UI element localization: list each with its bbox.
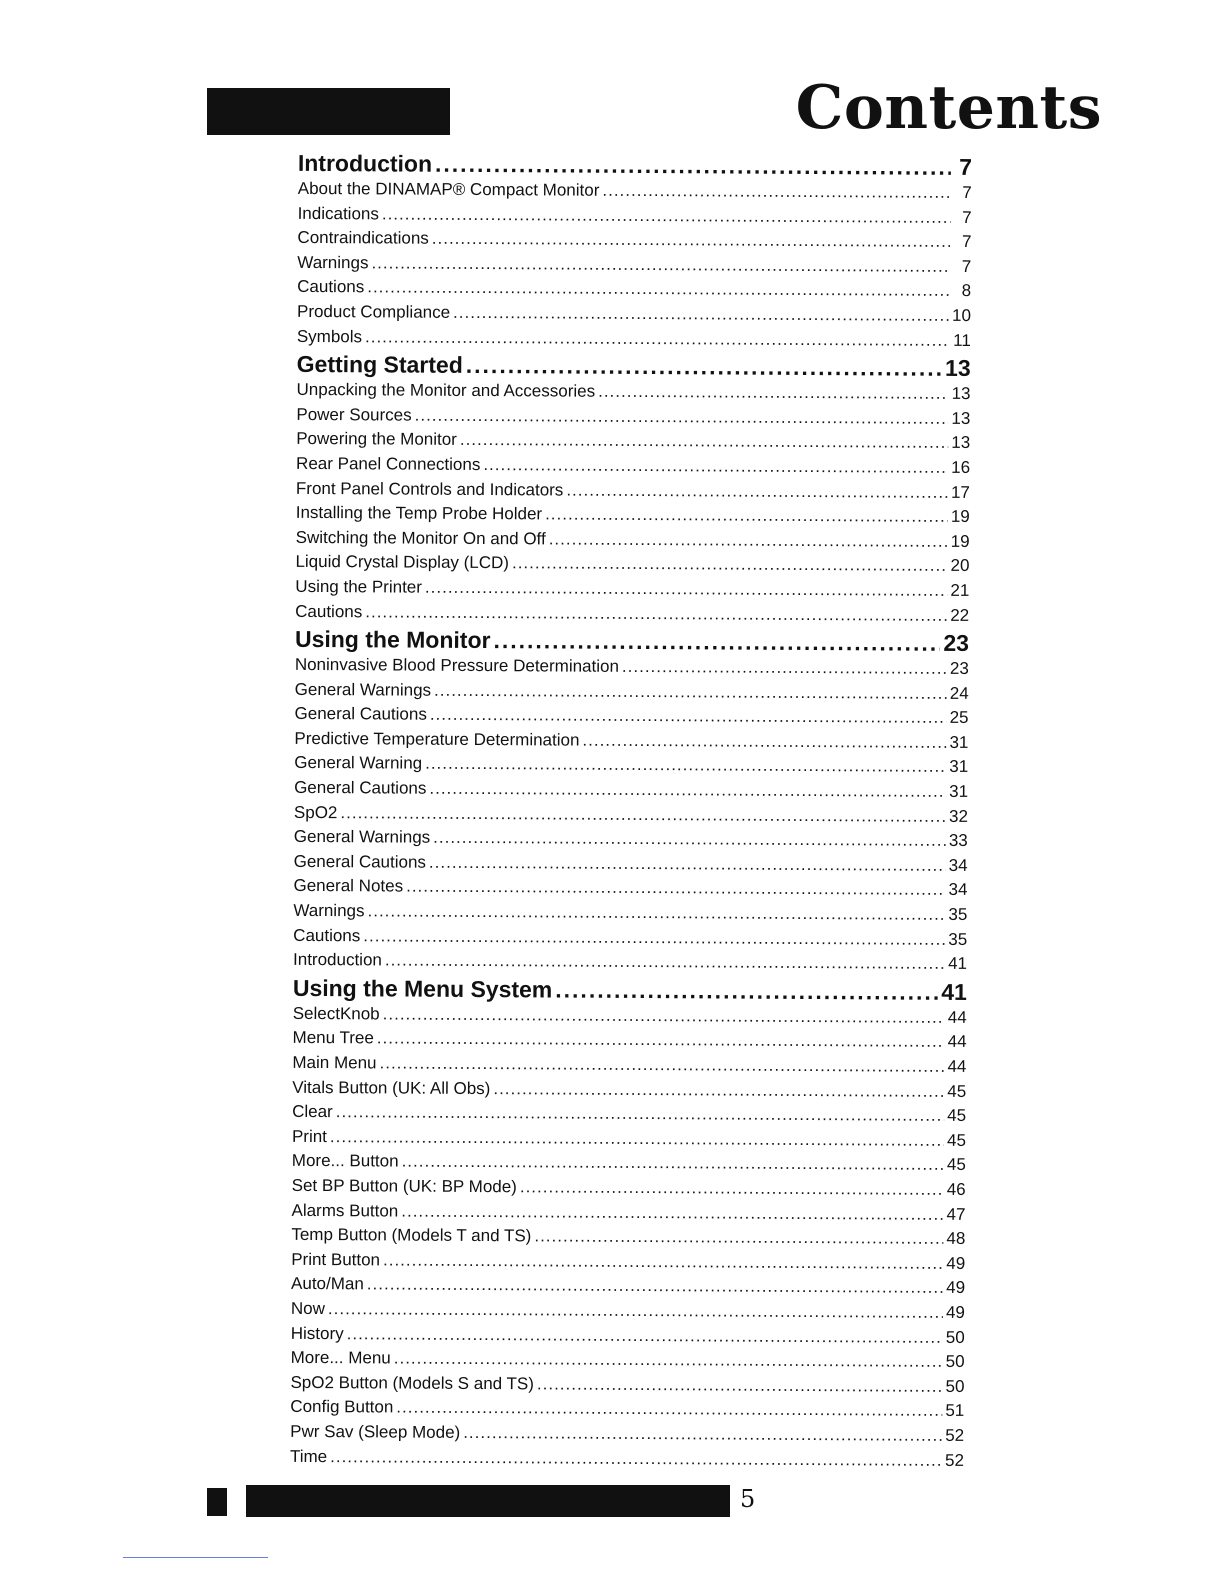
- toc-leader-dots: [383, 1002, 945, 1030]
- page-number: 5: [740, 1485, 756, 1513]
- toc-label: Liquid Crystal Display (LCD): [295, 552, 510, 573]
- toc-label: General Cautions: [294, 704, 427, 724]
- page-title: Contents: [795, 73, 1102, 143]
- toc-label: Menu Tree: [292, 1028, 374, 1048]
- toc-page-number: 44: [947, 1032, 967, 1052]
- toc-page-number: 31: [949, 732, 969, 752]
- toc-label: Rear Panel Connections: [296, 453, 481, 474]
- toc-page-number: 16: [951, 457, 971, 477]
- toc-page-number: 35: [948, 904, 968, 925]
- footer-black-bar: [246, 1485, 730, 1517]
- toc-page-number: 44: [947, 1007, 967, 1027]
- toc-leader-dots: [367, 899, 945, 927]
- toc-entry: [293, 948, 967, 977]
- toc-page-number: 19: [950, 531, 970, 551]
- toc-page-number: 13: [951, 408, 971, 428]
- toc-page-number: 10: [952, 305, 972, 325]
- toc-label: Product Compliance: [296, 301, 451, 322]
- toc-page-number: 7: [959, 153, 972, 180]
- toc-label: Alarms Button: [291, 1200, 399, 1221]
- toc-section: [293, 974, 967, 1006]
- toc-leader-dots: [549, 527, 948, 554]
- toc-entry: [297, 324, 971, 353]
- toc-label: Pwr Sav (Sleep Mode): [290, 1421, 461, 1442]
- toc-page-number: 49: [946, 1278, 966, 1298]
- toc-page-number: 24: [949, 683, 969, 703]
- toc-leader-dots: [340, 801, 946, 829]
- toc-page-number: 49: [946, 1253, 966, 1273]
- toc-page-number: 7: [961, 256, 972, 276]
- toc-label: More... Menu: [290, 1347, 391, 1368]
- toc-leader-dots: [394, 1347, 943, 1375]
- toc-label: General Cautions: [293, 851, 427, 872]
- toc-leader-dots: [396, 1396, 942, 1424]
- toc-label: History: [290, 1323, 344, 1343]
- toc-leader-dots: [433, 826, 946, 854]
- toc-label: SpO2 Button (Models S and TS): [290, 1372, 535, 1394]
- toc-leader-dots: [555, 975, 938, 1005]
- toc-entry: [291, 1321, 965, 1350]
- toc-label: General Warning: [294, 753, 423, 774]
- toc-label: Unpacking the Monitor and Accessories: [296, 380, 596, 401]
- toc-label: Time: [289, 1446, 328, 1466]
- footer-black-square: [207, 1488, 227, 1516]
- toc-page-number: 31: [949, 781, 969, 802]
- toc-label: General Warnings: [293, 827, 431, 847]
- toc-page-number: 13: [951, 384, 971, 404]
- toc-section: [295, 625, 969, 657]
- toc-leader-dots: [377, 1027, 945, 1055]
- toc-section: [298, 149, 972, 181]
- toc-page-number: 34: [948, 855, 968, 875]
- toc-leader-dots: [566, 478, 948, 505]
- toc-leader-dots: [622, 655, 947, 682]
- toc-leader-dots: [383, 1248, 943, 1276]
- toc-leader-dots: [367, 276, 950, 304]
- toc-leader-dots: [545, 503, 948, 530]
- bottom-rule: [123, 1557, 268, 1558]
- toc-entry: [290, 1444, 964, 1473]
- table-of-contents: [290, 148, 972, 1473]
- toc-page-number: 25: [949, 708, 969, 728]
- toc-leader-dots: [598, 380, 949, 407]
- toc-label: Symbols: [296, 326, 363, 346]
- toc-label: Using the Monitor: [294, 625, 491, 654]
- toc-label: Indications: [297, 203, 379, 223]
- toc-page-number: 50: [945, 1351, 965, 1372]
- toc-page-number: 7: [961, 232, 972, 252]
- toc-leader-dots: [371, 251, 950, 279]
- toc-leader-dots: [382, 202, 951, 230]
- toc-label: Set BP Button (UK: BP Mode): [291, 1175, 517, 1197]
- toc-leader-dots: [429, 851, 946, 879]
- toc-label: Getting Started: [296, 351, 463, 379]
- toc-page-number: 48: [946, 1229, 966, 1249]
- toc-page-number: 23: [943, 629, 970, 657]
- toc-leader-dots: [379, 1051, 944, 1079]
- toc-label: General Cautions: [294, 777, 427, 798]
- toc-leader-dots: [483, 453, 948, 480]
- toc-page-number: 41: [941, 978, 967, 1005]
- toc-page-number: 17: [950, 482, 970, 502]
- toc-leader-dots: [415, 403, 949, 431]
- toc-leader-dots: [402, 1150, 944, 1178]
- toc-page-number: 32: [948, 806, 969, 826]
- toc-leader-dots: [493, 1077, 944, 1104]
- toc-label: SelectKnob: [292, 1003, 380, 1024]
- toc-page-number: 52: [945, 1450, 965, 1470]
- toc-label: Introduction: [292, 950, 382, 970]
- toc-label: Cautions: [293, 925, 361, 945]
- toc-label: Main Menu: [292, 1052, 377, 1073]
- toc-leader-dots: [401, 1199, 943, 1227]
- toc-section: [297, 350, 971, 382]
- toc-label: Front Panel Controls and Indicators: [295, 478, 564, 500]
- toc-page-number: 31: [949, 757, 969, 777]
- toc-page-number: 7: [962, 182, 972, 202]
- toc-leader-dots: [512, 552, 948, 579]
- toc-leader-dots: [430, 703, 947, 731]
- toc-page-number: 45: [946, 1130, 967, 1150]
- toc-leader-dots: [534, 1225, 943, 1252]
- toc-page-number: 19: [950, 507, 970, 527]
- toc-label: Print Button: [291, 1249, 381, 1270]
- toc-leader-dots: [328, 1297, 943, 1325]
- toc-page-number: 21: [950, 580, 970, 600]
- toc-label: Introduction: [297, 149, 433, 177]
- toc-leader-dots: [406, 875, 946, 903]
- toc-page-number: 11: [953, 330, 971, 350]
- toc-page-number: 20: [950, 556, 970, 576]
- toc-leader-dots: [330, 1125, 944, 1153]
- toc-entry: [295, 599, 969, 628]
- toc-page-number: 7: [962, 207, 972, 227]
- toc-label: Switching the Monitor On and Off: [295, 527, 546, 549]
- toc-leader-dots: [582, 729, 946, 756]
- toc-page-number: 47: [946, 1204, 966, 1224]
- toc-page-number: 50: [945, 1327, 965, 1347]
- toc-page-number: 34: [948, 880, 968, 900]
- toc-page-number: 13: [951, 433, 971, 453]
- toc-label: Cautions: [297, 277, 365, 297]
- toc-leader-dots: [385, 949, 945, 977]
- toc-label: Warnings: [297, 252, 369, 273]
- toc-label: Using the Printer: [295, 576, 423, 597]
- toc-label: Contraindications: [297, 228, 429, 248]
- header-black-bar: [207, 88, 450, 135]
- toc-leader-dots: [367, 1273, 943, 1301]
- toc-label: General Warnings: [294, 679, 432, 700]
- toc-page-number: 50: [945, 1376, 965, 1396]
- toc-page-number: 35: [948, 929, 968, 949]
- toc-leader-dots: [493, 626, 940, 657]
- toc-page-number: 22: [950, 605, 970, 625]
- toc-leader-dots: [434, 678, 947, 706]
- toc-leader-dots: [466, 351, 942, 382]
- toc-label: Now: [290, 1298, 325, 1319]
- toc-label: Cautions: [295, 601, 363, 621]
- toc-leader-dots: [425, 752, 946, 780]
- toc-page-number: 13: [945, 354, 971, 382]
- toc-label: About the DINAMAP® Compact Monitor: [297, 178, 600, 200]
- toc-page-number: 44: [947, 1056, 967, 1076]
- toc-page-number: 45: [947, 1081, 967, 1101]
- toc-label: Print: [291, 1126, 328, 1146]
- toc-label: Clear: [292, 1102, 333, 1122]
- toc-label: Installing the Temp Probe Holder: [295, 503, 543, 524]
- toc-page-number: 8: [961, 281, 972, 301]
- toc-page-number: 51: [945, 1401, 965, 1421]
- toc-label: Noninvasive Blood Pressure Determination: [294, 654, 620, 676]
- toc-leader-dots: [330, 1445, 942, 1473]
- toc-label: Using the Menu System: [292, 974, 553, 1003]
- toc-label: Auto/Man: [291, 1274, 364, 1294]
- toc-label: Warnings: [293, 900, 365, 921]
- toc-leader-dots: [363, 924, 945, 952]
- toc-page-number: 41: [948, 954, 968, 974]
- toc-label: Predictive Temperature Determination: [294, 728, 580, 750]
- toc-leader-dots: [602, 179, 950, 206]
- toc-label: Config Button: [290, 1397, 394, 1417]
- toc-leader-dots: [336, 1100, 945, 1128]
- toc-page-number: 52: [945, 1425, 965, 1445]
- toc-leader-dots: [460, 428, 949, 456]
- toc-leader-dots: [365, 600, 947, 628]
- toc-label: SpO2: [293, 802, 338, 822]
- toc-page-number: 33: [948, 831, 968, 851]
- toc-leader-dots: [365, 325, 950, 353]
- toc-page-number: 49: [945, 1302, 965, 1322]
- toc-label: Vitals Button (UK: All Obs): [292, 1077, 491, 1098]
- toc-leader-dots: [432, 227, 951, 255]
- toc-label: General Notes: [293, 876, 404, 896]
- toc-page-number: 46: [946, 1179, 966, 1199]
- toc-label: More... Button: [291, 1151, 399, 1171]
- toc-label: Temp Button (Models T and TS): [291, 1225, 532, 1246]
- toc-page-number: 45: [947, 1106, 967, 1126]
- toc-leader-dots: [537, 1372, 943, 1399]
- toc-leader-dots: [425, 576, 948, 604]
- toc-page-number: 23: [949, 658, 969, 679]
- toc-label: Power Sources: [296, 404, 412, 425]
- toc-leader-dots: [435, 150, 951, 181]
- toc-leader-dots: [347, 1322, 943, 1350]
- toc-leader-dots: [429, 777, 946, 805]
- toc-page-number: 45: [946, 1155, 966, 1175]
- toc-leader-dots: [463, 1421, 942, 1449]
- toc-label: Powering the Monitor: [296, 429, 457, 450]
- toc-leader-dots: [520, 1175, 944, 1202]
- toc-leader-dots: [453, 301, 949, 329]
